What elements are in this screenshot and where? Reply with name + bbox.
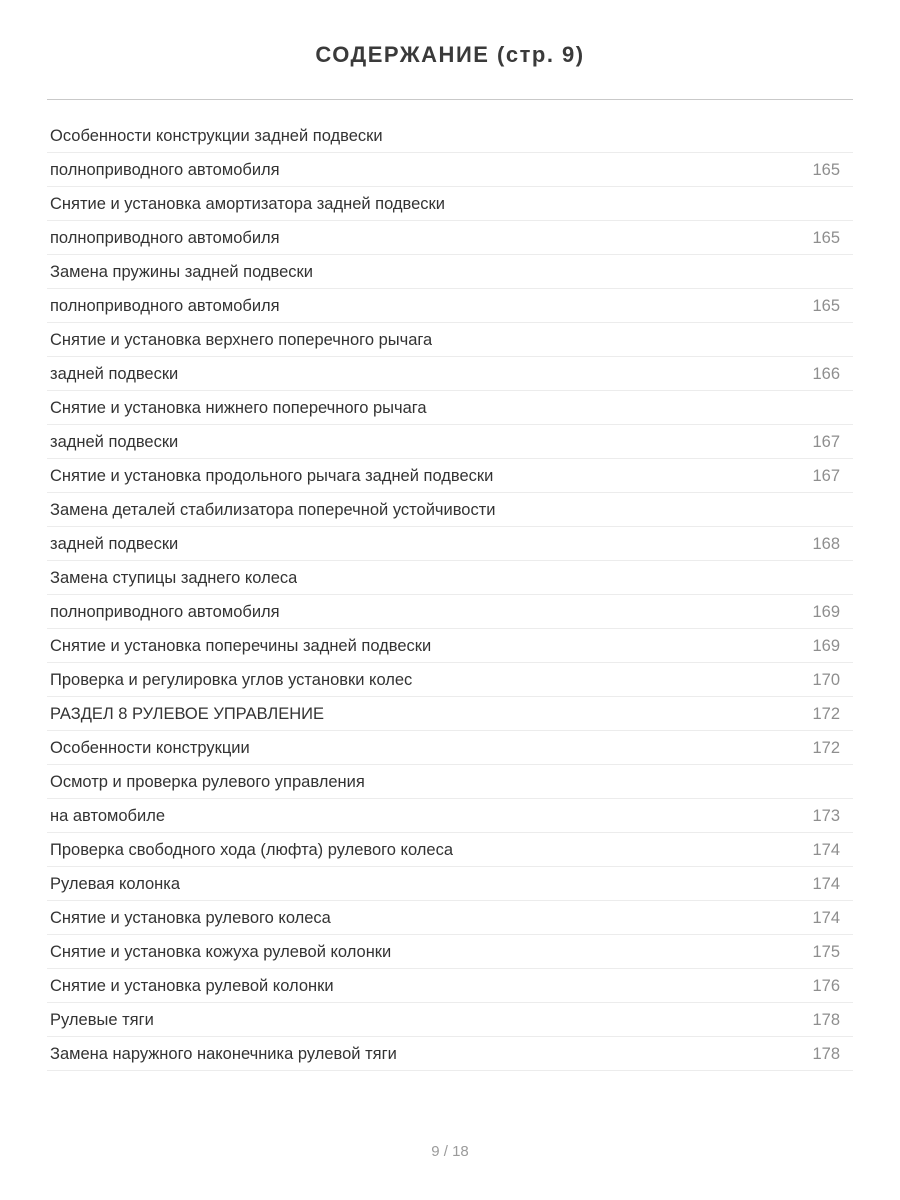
toc-item-page: 165 [812, 160, 840, 179]
toc-item-label: Рулевая колонка [50, 874, 181, 893]
toc-item-page: 166 [812, 364, 840, 383]
toc-item-label: полноприводного автомобиля [50, 296, 280, 315]
toc-item-label: полноприводного автомобиля [50, 228, 280, 247]
toc-row [47, 1003, 853, 1037]
toc-item-page: 167 [812, 466, 840, 485]
toc-item-page: 169 [812, 636, 840, 655]
toc-item-page: 167 [812, 432, 840, 451]
toc-item-label: задней подвески [50, 432, 179, 451]
toc-item-label: Особенности конструкции [50, 738, 250, 757]
toc-item-label: Снятие и установка поперечины задней подвески [50, 636, 432, 655]
toc-item-label: Проверка и регулировка углов установки колес [50, 670, 413, 689]
toc-row [47, 153, 853, 187]
toc-row [47, 629, 853, 663]
toc-row [47, 935, 853, 969]
toc-row [47, 561, 853, 595]
toc-item-page: 172 [812, 738, 840, 757]
toc-row [47, 799, 853, 833]
page-title: СОДЕРЖАНИЕ (стр. 9) [315, 42, 585, 67]
toc-item-page: 170 [812, 670, 840, 689]
toc-item-label: Рулевые тяги [50, 1010, 154, 1029]
toc-item-label: Особенности конструкции задней подвески [50, 126, 383, 145]
toc-item-label: Снятие и установка продольного рычага задней подвески [50, 466, 494, 485]
toc-row [47, 1037, 853, 1071]
toc-item-label: задней подвески [50, 364, 179, 383]
toc-row [47, 527, 853, 561]
toc-item-label: Замена деталей стабилизатора поперечной устойчивости [50, 500, 496, 519]
toc-item-page: 168 [812, 534, 840, 553]
toc-row [47, 867, 853, 901]
toc-item-label: полноприводного автомобиля [50, 602, 280, 621]
toc-item-page: 174 [812, 908, 840, 927]
toc-item-label: Снятие и установка нижнего поперечного рычага [50, 398, 427, 417]
toc-row [47, 833, 853, 867]
toc-item-page: 178 [812, 1044, 840, 1063]
toc-item-page: 172 [812, 704, 840, 723]
toc-item-page: 169 [812, 602, 840, 621]
toc-row [47, 391, 853, 425]
toc-item-label: Снятие и установка верхнего поперечного рычага [50, 330, 433, 349]
toc-row [47, 459, 853, 493]
toc-item-label: на автомобиле [50, 806, 165, 825]
toc-item-page: 176 [812, 976, 840, 995]
toc-item-page: 165 [812, 296, 840, 315]
toc-item-label: Замена наружного наконечника рулевой тяги [50, 1044, 397, 1063]
toc-item-page: 178 [812, 1010, 840, 1029]
toc-item-label: Осмотр и проверка рулевого управления [50, 772, 365, 791]
toc-row [47, 119, 853, 153]
title-divider [47, 99, 853, 100]
toc-row [47, 425, 853, 459]
toc-row [47, 765, 853, 799]
toc-item-page: 175 [812, 942, 840, 961]
toc-row [47, 323, 853, 357]
toc-item-label: Снятие и установка кожуха рулевой колонки [50, 942, 392, 961]
toc-item-label: РАЗДЕЛ 8 РУЛЕВОЕ УПРАВЛЕНИЕ [50, 704, 325, 723]
toc-item-label: Замена ступицы заднего колеса [50, 568, 298, 587]
toc-row [47, 969, 853, 1003]
toc-item-page: 174 [812, 874, 840, 893]
toc-item-label: Проверка свободного хода (люфта) рулевого колеса [50, 840, 454, 859]
toc-row [47, 357, 853, 391]
toc-item-label: полноприводного автомобиля [50, 160, 280, 179]
toc-row [47, 255, 853, 289]
toc-item-page: 174 [812, 840, 840, 859]
toc-row [47, 221, 853, 255]
toc-row [47, 663, 853, 697]
toc-row [47, 187, 853, 221]
toc-item-page: 165 [812, 228, 840, 247]
toc-item-label: Замена пружины задней подвески [50, 262, 313, 281]
toc-item-label: Снятие и установка рулевого колеса [50, 908, 331, 927]
toc-row [47, 289, 853, 323]
toc-list [47, 119, 853, 1071]
toc-item-label: Снятие и установка амортизатора задней подвески [50, 194, 445, 213]
page-indicator: 9 / 18 [431, 1143, 469, 1160]
toc-row [47, 901, 853, 935]
toc-row [47, 493, 853, 527]
toc-row [47, 697, 853, 731]
toc-item-page: 173 [812, 806, 840, 825]
toc-item-label: Снятие и установка рулевой колонки [50, 976, 334, 995]
toc-row [47, 731, 853, 765]
toc-item-label: задней подвески [50, 534, 179, 553]
toc-row [47, 595, 853, 629]
